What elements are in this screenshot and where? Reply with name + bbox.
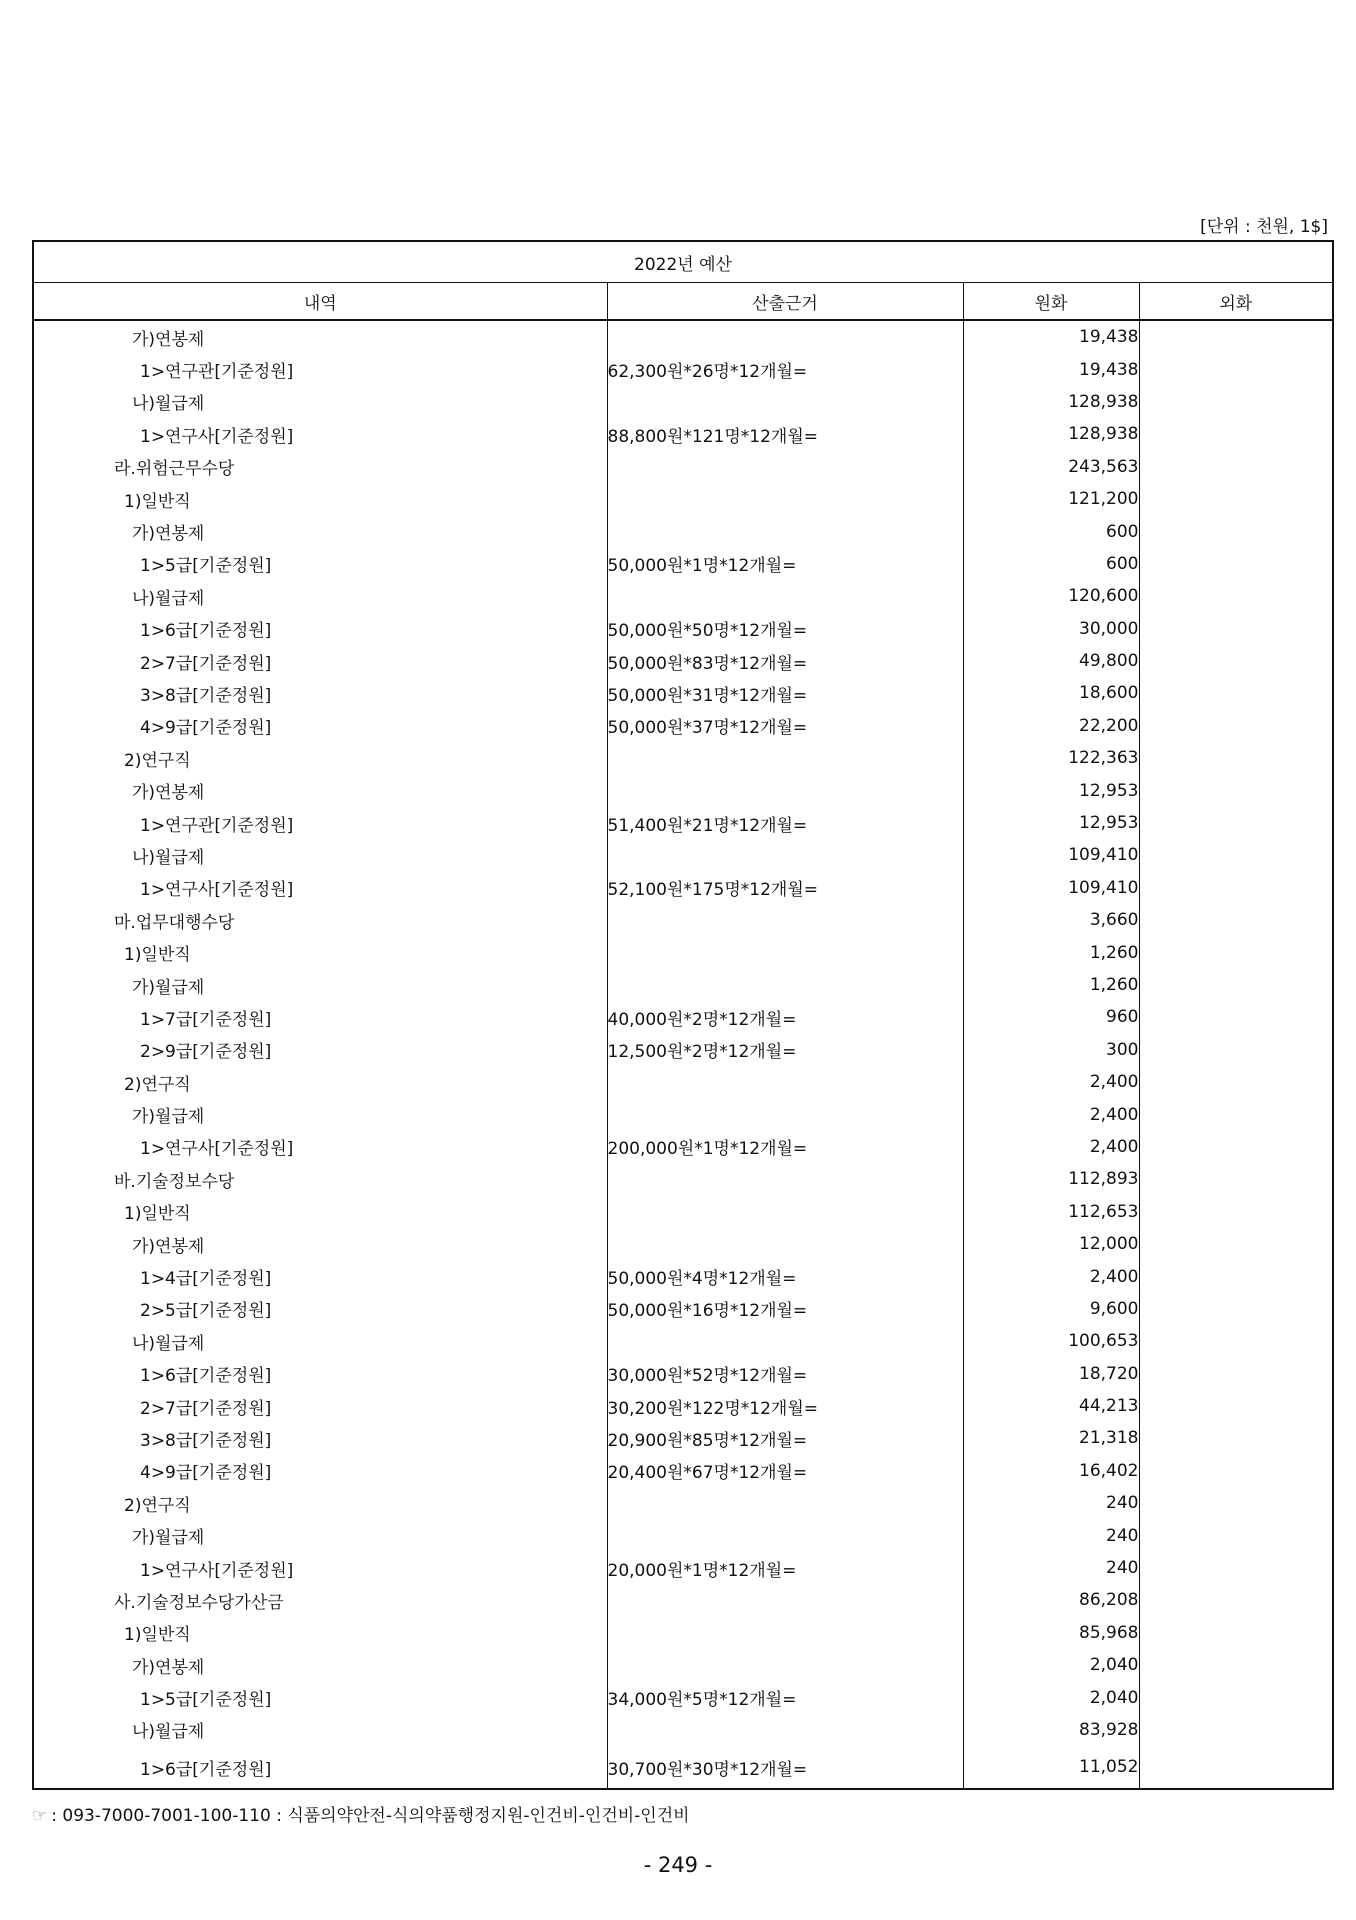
- page-number: - 249 -: [643, 1853, 713, 1877]
- row-krw-cell: 2,040: [963, 1649, 1139, 1681]
- row-fx-cell: [1139, 1390, 1333, 1422]
- row-item-cell: 1)일반직: [33, 1617, 607, 1649]
- row-basis-cell: [607, 1196, 963, 1228]
- table-row: [33, 807, 1333, 839]
- row-fx-cell: [1139, 936, 1333, 968]
- row-krw-cell: 18,600: [963, 677, 1139, 709]
- row-basis-cell: 12,500원*2명*12개월=: [607, 1034, 963, 1066]
- row-item-cell: 1>연구관[기준정원]: [33, 807, 607, 839]
- column-header-item: 내역: [33, 283, 607, 321]
- row-item-cell: 1>5급[기준정원]: [33, 548, 607, 580]
- row-item-cell: 1>6급[기준정원]: [33, 613, 607, 645]
- row-item-cell: 2>9급[기준정원]: [33, 1034, 607, 1066]
- table-row: [33, 1196, 1333, 1228]
- row-fx-cell: [1139, 451, 1333, 483]
- table-row: [33, 1390, 1333, 1422]
- row-fx-cell: [1139, 710, 1333, 742]
- row-fx-cell: [1139, 1034, 1333, 1066]
- table-row: [33, 1455, 1333, 1487]
- column-header-fx: 외화: [1139, 283, 1333, 321]
- row-krw-cell: 30,000: [963, 613, 1139, 645]
- table-row: [33, 580, 1333, 612]
- row-item-cell: 가)연봉제: [33, 515, 607, 547]
- row-fx-cell: [1139, 1487, 1333, 1519]
- row-fx-cell: [1139, 515, 1333, 547]
- table-row: [33, 1617, 1333, 1649]
- row-fx-cell: [1139, 1746, 1333, 1789]
- row-basis-cell: [607, 320, 963, 353]
- table-row: [33, 872, 1333, 904]
- table-row: [33, 677, 1333, 709]
- row-item-cell: 2)연구직: [33, 1487, 607, 1519]
- table-row: [33, 1552, 1333, 1584]
- row-fx-cell: [1139, 1196, 1333, 1228]
- row-fx-cell: [1139, 1325, 1333, 1357]
- row-krw-cell: 240: [963, 1519, 1139, 1551]
- row-fx-cell: [1139, 1455, 1333, 1487]
- row-krw-cell: 85,968: [963, 1617, 1139, 1649]
- row-item-cell: 나)월급제: [33, 1325, 607, 1357]
- row-fx-cell: [1139, 807, 1333, 839]
- row-basis-cell: 50,000원*16명*12개월=: [607, 1293, 963, 1325]
- row-basis-cell: [607, 742, 963, 774]
- row-item-cell: 사.기술정보수당가산금: [33, 1584, 607, 1616]
- row-basis-cell: 88,800원*121명*12개월=: [607, 418, 963, 450]
- row-krw-cell: 12,953: [963, 774, 1139, 806]
- table-row: [33, 904, 1333, 936]
- row-krw-cell: 1,260: [963, 969, 1139, 1001]
- row-basis-cell: 50,000원*83명*12개월=: [607, 645, 963, 677]
- table-row: [33, 1422, 1333, 1454]
- row-item-cell: 2)연구직: [33, 742, 607, 774]
- row-fx-cell: [1139, 353, 1333, 385]
- row-krw-cell: 112,893: [963, 1163, 1139, 1195]
- pointing-hand-icon: ☞: [32, 1806, 48, 1826]
- table-row: [33, 613, 1333, 645]
- row-fx-cell: [1139, 742, 1333, 774]
- table-row: [33, 418, 1333, 450]
- table-row: [33, 936, 1333, 968]
- row-fx-cell: [1139, 1163, 1333, 1195]
- row-fx-cell: [1139, 774, 1333, 806]
- table-row: [33, 1001, 1333, 1033]
- row-fx-cell: [1139, 1519, 1333, 1551]
- row-krw-cell: 240: [963, 1487, 1139, 1519]
- row-basis-cell: [607, 936, 963, 968]
- row-basis-cell: [607, 1487, 963, 1519]
- row-item-cell: 4>9급[기준정원]: [33, 710, 607, 742]
- row-basis-cell: 50,000원*37명*12개월=: [607, 710, 963, 742]
- budget-table: [32, 240, 1334, 1790]
- row-fx-cell: [1139, 580, 1333, 612]
- row-krw-cell: 1,260: [963, 936, 1139, 968]
- row-basis-cell: 40,000원*2명*12개월=: [607, 1001, 963, 1033]
- row-krw-cell: 120,600: [963, 580, 1139, 612]
- row-basis-cell: [607, 386, 963, 418]
- row-item-cell: 1)일반직: [33, 1196, 607, 1228]
- table-row: [33, 1649, 1333, 1681]
- row-krw-cell: 12,953: [963, 807, 1139, 839]
- row-fx-cell: [1139, 1098, 1333, 1130]
- row-item-cell: 나)월급제: [33, 1714, 607, 1746]
- table-row: [33, 353, 1333, 385]
- row-fx-cell: [1139, 483, 1333, 515]
- row-basis-cell: [607, 1584, 963, 1616]
- row-basis-cell: [607, 451, 963, 483]
- row-fx-cell: [1139, 1617, 1333, 1649]
- row-basis-cell: [607, 483, 963, 515]
- row-fx-cell: [1139, 1422, 1333, 1454]
- row-item-cell: 마.업무대행수당: [33, 904, 607, 936]
- row-krw-cell: 19,438: [963, 353, 1139, 385]
- row-krw-cell: 11,052: [963, 1746, 1139, 1789]
- row-basis-cell: 50,000원*4명*12개월=: [607, 1260, 963, 1292]
- row-krw-cell: 12,000: [963, 1228, 1139, 1260]
- row-krw-cell: 2,400: [963, 1131, 1139, 1163]
- row-krw-cell: 2,040: [963, 1681, 1139, 1713]
- row-basis-cell: [607, 1714, 963, 1746]
- row-basis-cell: 20,000원*1명*12개월=: [607, 1552, 963, 1584]
- table-row: [33, 1519, 1333, 1551]
- row-fx-cell: [1139, 1260, 1333, 1292]
- row-fx-cell: [1139, 386, 1333, 418]
- row-fx-cell: [1139, 1228, 1333, 1260]
- row-fx-cell: [1139, 1681, 1333, 1713]
- table-row: [33, 320, 1333, 353]
- column-header-krw: 원화: [963, 283, 1139, 321]
- row-item-cell: 2)연구직: [33, 1066, 607, 1098]
- row-fx-cell: [1139, 1649, 1333, 1681]
- table-row: [33, 1131, 1333, 1163]
- row-basis-cell: [607, 515, 963, 547]
- table-row: [33, 386, 1333, 418]
- footer-text: : 093-7000-7001-100-110 : 식품의약안전-식의약품행정지원-인건비-인건비-인건비: [51, 1806, 690, 1826]
- row-item-cell: 나)월급제: [33, 839, 607, 871]
- row-fx-cell: [1139, 645, 1333, 677]
- table-row: [33, 742, 1333, 774]
- row-basis-cell: 52,100원*175명*12개월=: [607, 872, 963, 904]
- row-krw-cell: 112,653: [963, 1196, 1139, 1228]
- row-krw-cell: 2,400: [963, 1260, 1139, 1292]
- row-basis-cell: [607, 1325, 963, 1357]
- row-item-cell: 1)일반직: [33, 936, 607, 968]
- row-item-cell: 가)연봉제: [33, 320, 607, 353]
- table-row: [33, 1260, 1333, 1292]
- table-body: [33, 320, 1333, 1789]
- row-fx-cell: [1139, 969, 1333, 1001]
- row-item-cell: 3>8급[기준정원]: [33, 1422, 607, 1454]
- row-basis-cell: [607, 1098, 963, 1130]
- table-title: 2022년 예산: [33, 241, 1333, 283]
- row-item-cell: 가)연봉제: [33, 1228, 607, 1260]
- row-krw-cell: 2,400: [963, 1066, 1139, 1098]
- row-krw-cell: 86,208: [963, 1584, 1139, 1616]
- table-row: [33, 710, 1333, 742]
- row-fx-cell: [1139, 1001, 1333, 1033]
- row-item-cell: 1>연구사[기준정원]: [33, 1131, 607, 1163]
- row-basis-cell: 30,200원*122명*12개월=: [607, 1390, 963, 1422]
- row-fx-cell: [1139, 1066, 1333, 1098]
- table-row: [33, 1293, 1333, 1325]
- row-fx-cell: [1139, 1584, 1333, 1616]
- row-basis-cell: 200,000원*1명*12개월=: [607, 1131, 963, 1163]
- row-fx-cell: [1139, 1714, 1333, 1746]
- row-krw-cell: 100,653: [963, 1325, 1139, 1357]
- row-item-cell: 나)월급제: [33, 580, 607, 612]
- column-header-basis: 산출근거: [607, 283, 963, 321]
- row-basis-cell: 30,700원*30명*12개월=: [607, 1746, 963, 1789]
- row-basis-cell: 50,000원*31명*12개월=: [607, 677, 963, 709]
- table-row: [33, 839, 1333, 871]
- table-row: [33, 1746, 1333, 1789]
- row-item-cell: 나)월급제: [33, 386, 607, 418]
- row-krw-cell: 9,600: [963, 1293, 1139, 1325]
- row-fx-cell: [1139, 904, 1333, 936]
- row-fx-cell: [1139, 1552, 1333, 1584]
- row-fx-cell: [1139, 613, 1333, 645]
- table-row: [33, 1066, 1333, 1098]
- row-item-cell: 2>7급[기준정원]: [33, 1390, 607, 1422]
- row-basis-cell: [607, 1519, 963, 1551]
- row-item-cell: 1>연구사[기준정원]: [33, 418, 607, 450]
- row-item-cell: 1>6급[기준정원]: [33, 1358, 607, 1390]
- row-krw-cell: 19,438: [963, 320, 1139, 353]
- row-krw-cell: 240: [963, 1552, 1139, 1584]
- row-item-cell: 3>8급[기준정원]: [33, 677, 607, 709]
- row-basis-cell: [607, 904, 963, 936]
- row-krw-cell: 128,938: [963, 418, 1139, 450]
- row-krw-cell: 2,400: [963, 1098, 1139, 1130]
- row-basis-cell: [607, 839, 963, 871]
- row-fx-cell: [1139, 320, 1333, 353]
- row-fx-cell: [1139, 677, 1333, 709]
- table-row: [33, 1228, 1333, 1260]
- row-krw-cell: 300: [963, 1034, 1139, 1066]
- table-row: [33, 645, 1333, 677]
- row-item-cell: 바.기술정보수당: [33, 1163, 607, 1195]
- row-krw-cell: 243,563: [963, 451, 1139, 483]
- table-row: [33, 451, 1333, 483]
- row-basis-cell: [607, 1066, 963, 1098]
- table-row: [33, 1034, 1333, 1066]
- row-item-cell: 2>5급[기준정원]: [33, 1293, 607, 1325]
- row-basis-cell: [607, 1228, 963, 1260]
- row-krw-cell: 600: [963, 548, 1139, 580]
- row-fx-cell: [1139, 839, 1333, 871]
- row-basis-cell: [607, 1163, 963, 1195]
- row-item-cell: 1>7급[기준정원]: [33, 1001, 607, 1033]
- row-fx-cell: [1139, 1293, 1333, 1325]
- row-basis-cell: 20,400원*67명*12개월=: [607, 1455, 963, 1487]
- row-krw-cell: 109,410: [963, 872, 1139, 904]
- table-row: [33, 1584, 1333, 1616]
- row-krw-cell: 21,318: [963, 1422, 1139, 1454]
- table-row: [33, 1714, 1333, 1746]
- row-basis-cell: [607, 969, 963, 1001]
- row-fx-cell: [1139, 1131, 1333, 1163]
- row-krw-cell: 960: [963, 1001, 1139, 1033]
- row-basis-cell: [607, 580, 963, 612]
- table-row: [33, 548, 1333, 580]
- row-item-cell: 4>9급[기준정원]: [33, 1455, 607, 1487]
- row-krw-cell: 122,363: [963, 742, 1139, 774]
- row-fx-cell: [1139, 548, 1333, 580]
- table-row: [33, 1098, 1333, 1130]
- row-basis-cell: [607, 1649, 963, 1681]
- row-item-cell: 1>4급[기준정원]: [33, 1260, 607, 1292]
- row-basis-cell: 62,300원*26명*12개월=: [607, 353, 963, 385]
- table-row: [33, 515, 1333, 547]
- row-krw-cell: 109,410: [963, 839, 1139, 871]
- row-item-cell: 1>연구사[기준정원]: [33, 872, 607, 904]
- row-item-cell: 1>연구관[기준정원]: [33, 353, 607, 385]
- row-krw-cell: 18,720: [963, 1358, 1139, 1390]
- row-basis-cell: 30,000원*52명*12개월=: [607, 1358, 963, 1390]
- row-fx-cell: [1139, 1358, 1333, 1390]
- row-fx-cell: [1139, 872, 1333, 904]
- row-krw-cell: 128,938: [963, 386, 1139, 418]
- row-basis-cell: 50,000원*1명*12개월=: [607, 548, 963, 580]
- row-item-cell: 가)월급제: [33, 969, 607, 1001]
- table-row: [33, 969, 1333, 1001]
- footer-note: [32, 1801, 690, 1826]
- row-fx-cell: [1139, 418, 1333, 450]
- row-basis-cell: [607, 774, 963, 806]
- row-item-cell: 가)월급제: [33, 1519, 607, 1551]
- row-krw-cell: 83,928: [963, 1714, 1139, 1746]
- table-row: [33, 774, 1333, 806]
- table-row: [33, 1681, 1333, 1713]
- row-krw-cell: 49,800: [963, 645, 1139, 677]
- row-item-cell: 라.위험근무수당: [33, 451, 607, 483]
- row-krw-cell: 44,213: [963, 1390, 1139, 1422]
- row-item-cell: 1>6급[기준정원]: [33, 1746, 607, 1789]
- row-krw-cell: 600: [963, 515, 1139, 547]
- row-krw-cell: 16,402: [963, 1455, 1139, 1487]
- unit-label: [단위 : 천원, 1$]: [1200, 217, 1328, 237]
- table-row: [33, 1487, 1333, 1519]
- row-item-cell: 2>7급[기준정원]: [33, 645, 607, 677]
- row-krw-cell: 3,660: [963, 904, 1139, 936]
- row-item-cell: 1>5급[기준정원]: [33, 1681, 607, 1713]
- row-basis-cell: 50,000원*50명*12개월=: [607, 613, 963, 645]
- table-row: [33, 1163, 1333, 1195]
- table-row: [33, 1325, 1333, 1357]
- row-item-cell: 가)월급제: [33, 1098, 607, 1130]
- row-basis-cell: [607, 1617, 963, 1649]
- table-row: [33, 1358, 1333, 1390]
- row-krw-cell: 22,200: [963, 710, 1139, 742]
- row-item-cell: 가)연봉제: [33, 774, 607, 806]
- row-basis-cell: 51,400원*21명*12개월=: [607, 807, 963, 839]
- row-basis-cell: 20,900원*85명*12개월=: [607, 1422, 963, 1454]
- row-item-cell: 가)연봉제: [33, 1649, 607, 1681]
- row-item-cell: 1>연구사[기준정원]: [33, 1552, 607, 1584]
- row-item-cell: 1)일반직: [33, 483, 607, 515]
- table-row: [33, 483, 1333, 515]
- row-krw-cell: 121,200: [963, 483, 1139, 515]
- row-basis-cell: 34,000원*5명*12개월=: [607, 1681, 963, 1713]
